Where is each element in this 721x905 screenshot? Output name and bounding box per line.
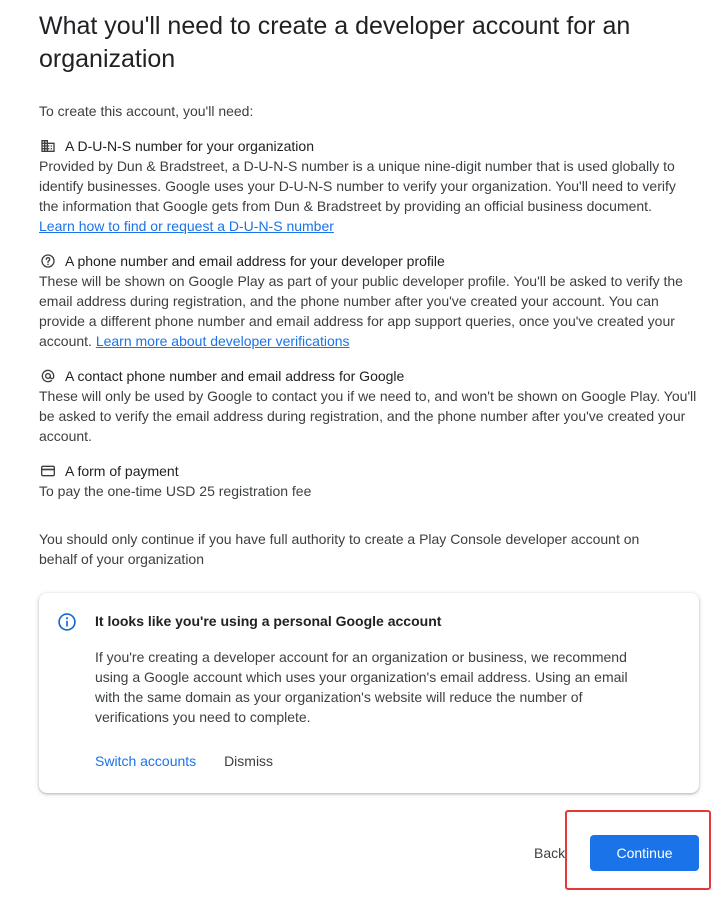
requirement-developer-profile (39, 251, 699, 351)
requirement-body: These will be shown on Google Play as part of your public developer profile. You'll be asked to verify the email address during registration, and the phone number after you've created your account. You can provide a different phone number and email address for app support queries, once you've created your account. (39, 273, 683, 349)
card-text: If you're creating a developer account for an organization or business, we recommend using a Google account which uses your organization's email address. Using an email with the same domain as your organization's website will reduce the number of verifications you need to complete. (95, 649, 628, 725)
card-actions (95, 751, 297, 771)
requirement-heading: A contact phone number and email address for Google (65, 368, 405, 384)
requirement-payment (39, 461, 699, 501)
personal-account-warning-card (39, 593, 699, 793)
requirement-google-contact (39, 366, 699, 446)
info-icon (57, 612, 77, 632)
requirement-duns (39, 136, 699, 236)
continue-button[interactable]: Continue (590, 835, 699, 871)
developer-verifications-link[interactable]: Learn more about developer verifications (95, 333, 350, 349)
intro-text: To create this account, you'll need: (39, 103, 254, 119)
duns-help-link[interactable]: Learn how to find or request a D-U-N-S number (39, 218, 334, 234)
dismiss-button[interactable]: Dismiss (224, 753, 274, 769)
requirement-heading: A D-U-N-S number for your organization (65, 138, 314, 154)
help-circle-icon (39, 252, 57, 270)
requirement-heading: A form of payment (65, 463, 179, 479)
requirement-body: To pay the one-time USD 25 registration fee (39, 483, 312, 499)
requirement-body: These will only be used by Google to contact you if we need to, and won't be shown on Google Play. You'll be asked to verify the email address during registration, and the phone number after you've created your account. (39, 388, 697, 444)
card-title: It looks like you're using a personal Google account (95, 613, 442, 629)
switch-accounts-button[interactable]: Switch accounts (95, 753, 197, 769)
requirement-heading: A phone number and email address for your developer profile (65, 253, 445, 269)
at-sign-icon (39, 367, 57, 385)
page-title: What you'll need to create a developer account for an organization (39, 12, 631, 73)
requirement-body: Provided by Dun & Bradstreet, a D-U-N-S number is a unique nine-digit number that is used globally to identify businesses. Google uses your D-U-N-S number to verify your organization. You'll need to verify the information that Google gets from Dun & Bradstreet by providing an official business document. (39, 158, 676, 214)
authority-note: You should only continue if you have full authority to create a Play Console developer account on behalf of your organization (39, 531, 640, 567)
back-button[interactable]: Back (534, 845, 566, 861)
building-icon (39, 137, 57, 155)
credit-card-icon (39, 462, 57, 480)
content (39, 0, 699, 569)
